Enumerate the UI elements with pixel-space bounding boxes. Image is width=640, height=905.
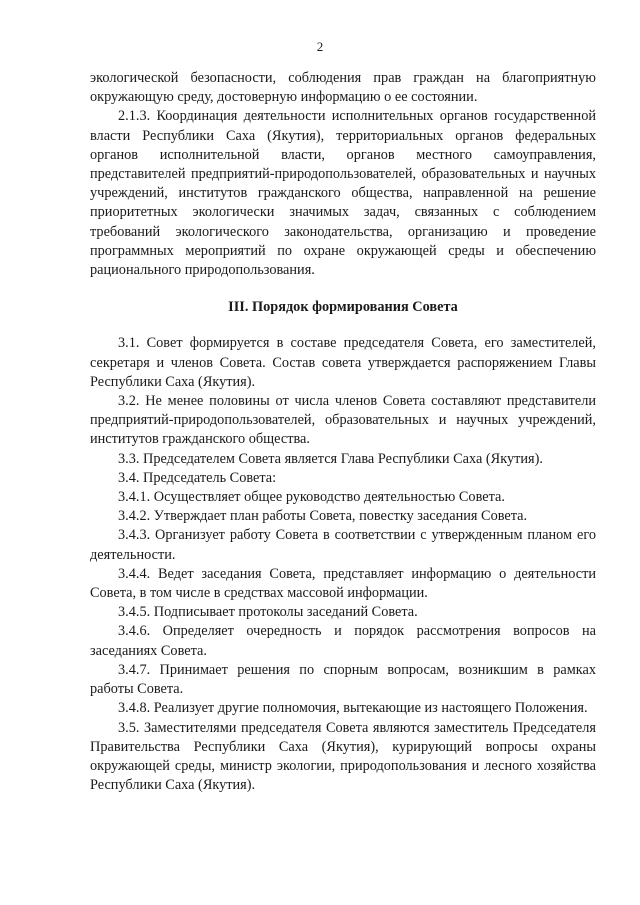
paragraph-3-4-4: 3.4.4. Ведет заседания Совета, представляет информацию о деятельности Совета, в том числе в средствах массовой информации. <box>90 565 596 602</box>
paragraph-3-4-2: 3.4.2. Утверждает план работы Совета, повестку заседания Совета. <box>118 508 528 525</box>
paragraph-3-2: 3.2. Не менее половины от числа членов Совета составляют представители предприятий-природопользователей, образовательных и научных учреждений, институтов гражданского общества. <box>90 393 596 448</box>
paragraph-3-5: 3.5. Заместителями председателя Совета являются заместитель Председателя Правительства Республики Саха (Якутия), курирующий вопросы охраны окружающей среды, министр экологии, природопользования и лесного хозяйства Республики Саха (Якутия). <box>90 719 596 794</box>
paragraph-3-4-8: 3.4.8. Реализует другие полномочия, вытекающие из настоящего Положения. <box>118 700 588 717</box>
page-number: 2 <box>316 39 324 54</box>
paragraph-3-3: 3.3. Председателем Совета является Глава Республики Саха (Якутия). <box>118 450 543 467</box>
section-heading: III. Порядок формирования Совета <box>228 299 458 316</box>
paragraph-3-1: 3.1. Совет формируется в составе председателя Совета, его заместителей, секретаря и членов Совета. Состав совета утверждается распоряжением Главы Республики Саха (Якутия). <box>90 335 596 390</box>
paragraph-3-4-6: 3.4.6. Определяет очередность и порядок рассмотрения вопросов на заседаниях Совета. <box>90 623 596 659</box>
paragraph-2-1-3: 2.1.3. Координация деятельности исполнительных органов государственной власти Республики Саха (Якутия), территориальных органов федеральных органов исполнительной власти, органов местного самоуправления, представителей предприятий-природопользователей, образовательных и научных учреждений, институтов гражданского общества, направленной на решение приоритетных экологически значимых задач, связанных с соблюдением требований экологического законодательства, организацию и проведение программных мероприятий по охране окружающей среды и обеспечению рационального природопользования. <box>90 108 596 279</box>
paragraph-3-4-1: 3.4.1. Осуществляет общее руководство деятельностью Совета. <box>118 489 505 506</box>
paragraph-3-4-7: 3.4.7. Принимает решения по спорным вопросам, возникшим в рамках работы Совета. <box>90 661 596 698</box>
document-body <box>90 69 596 795</box>
paragraph-3-4-3: 3.4.3. Организует работу Совета в соответствии с утвержденным планом его деятельности. <box>90 527 596 563</box>
paragraph-3-4-5: 3.4.5. Подписывает протоколы заседаний Совета. <box>118 604 418 621</box>
paragraph-continuation: экологической безопасности, соблюдения прав граждан на благоприятную окружающую среду, достоверную информацию о ее состоянии. <box>90 70 596 106</box>
paragraph-3-4: 3.4. Председатель Совета: <box>118 469 277 486</box>
